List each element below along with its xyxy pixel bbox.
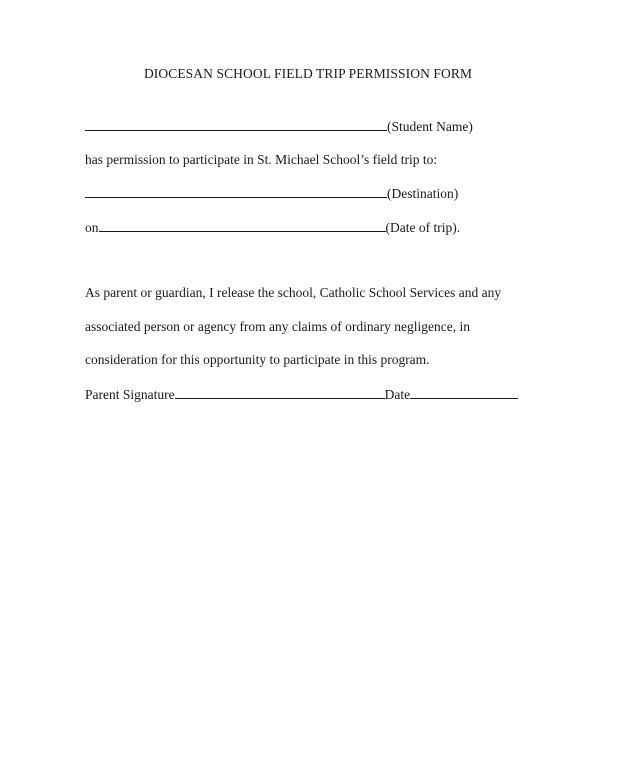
- permission-text: has permission to participate in St. Michael School’s field trip to:: [85, 152, 438, 167]
- date-label: Date: [384, 387, 411, 402]
- parent-signature-blank[interactable]: [175, 385, 385, 399]
- date-of-trip-label: (Date of trip).: [385, 220, 461, 235]
- on-label: on: [85, 220, 99, 235]
- form-title: DIOCESAN SCHOOL FIELD TRIP PERMISSION FORM: [143, 66, 473, 81]
- date-of-trip-row: [85, 218, 460, 237]
- release-paragraph-line-1: As parent or guardian, I release the school, Catholic School Services and any: [85, 285, 502, 300]
- release-paragraph-line-2: associated person or agency from any claims of ordinary negligence, in: [85, 319, 470, 334]
- destination-label: (Destination): [387, 186, 459, 201]
- date-of-trip-blank[interactable]: [99, 218, 386, 232]
- date-blank[interactable]: [410, 385, 518, 399]
- signature-row: [85, 385, 518, 404]
- parent-signature-label: Parent Signature: [85, 387, 175, 402]
- release-paragraph-line-3: consideration for this opportunity to participate in this program.: [85, 352, 430, 367]
- destination-row: [85, 184, 458, 203]
- destination-blank[interactable]: [85, 184, 387, 198]
- student-name-label: (Student Name): [387, 119, 473, 134]
- student-name-row: [85, 117, 473, 136]
- student-name-blank[interactable]: [85, 117, 387, 131]
